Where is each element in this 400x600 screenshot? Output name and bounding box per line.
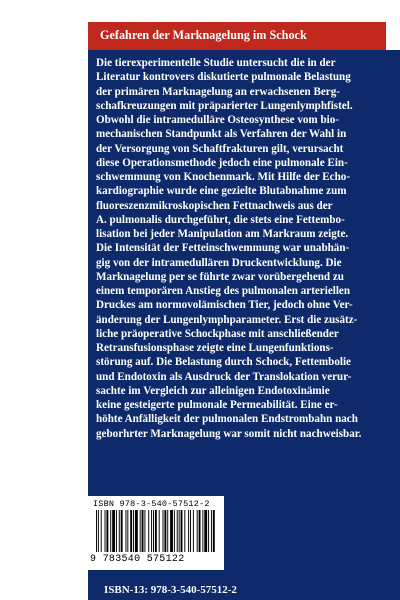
barcode-bars-graphic [94, 510, 218, 552]
abstract-line: Marknagelung per se führte zwar vorübergehend zu [96, 270, 344, 283]
abstract-line: und Endotoxin als Ausdruck der Translokation verur- [96, 370, 352, 383]
abstract-line: geborhrter Marknagelung war somit nicht nachweisbar. [96, 427, 362, 440]
title-banner [88, 22, 386, 50]
abstract-line: der Versorgung von Schaftfrakturen gilt, verursacht [96, 142, 344, 155]
abstract-line: keine gesteigerte pulmonale Permeabilität. Eine er- [96, 399, 338, 411]
isbn13-text: ISBN-13: 978-3-540-57512-2 [104, 584, 237, 596]
abstract-line: Die tierexperimentelle Studie untersucht die in der [96, 57, 336, 69]
abstract-text [96, 56, 388, 441]
abstract-line: Druckes am normovolämischen Tier, jedoch ohne Ver- [96, 299, 353, 312]
abstract-line: diese Operationsmethode jedoch eine pulmonale Ein- [96, 156, 348, 169]
abstract-line: Literatur kontrovers diskutierte pulmonale Belastung [96, 71, 351, 84]
abstract-line: höhte Anfälligkeit der pulmonalen Endstrombahn nach [96, 413, 358, 426]
abstract-line: mechanischen Standpunkt als Verfahren der Wahl in [96, 128, 347, 141]
abstract-line: fluoreszenzmikroskopischen Fettnachweis aus der [96, 199, 333, 212]
series-title: Gefahren der Marknagelung im Schock [100, 28, 307, 42]
abstract-line: gig von der intramedullären Druckentwicklung. Die [96, 256, 342, 269]
barcode-label [88, 496, 224, 570]
abstract-line: Die Intensität der Fetteinschwemmung war unabhän- [96, 242, 350, 255]
abstract-line: einem temporären Anstieg des pulmonalen arteriellen [96, 285, 350, 297]
abstract-line: kardiographie wurde eine gezielte Blutabnahme zum [96, 185, 347, 198]
abstract-line: Obwohl die intramedulläre Osteosynthese vom bio- [96, 114, 339, 126]
barcode-isbn-text: ISBN 978-3-540-57512-2 [93, 499, 210, 509]
abstract-line: störung auf. Die Belastung durch Schock, Fettembolie [96, 356, 351, 369]
abstract-line: Retransfusionsphase zeigte eine Lungenfunktions- [96, 342, 334, 354]
abstract-line: lisation bei jeder Manipulation am Markraum zeigte. [96, 228, 349, 240]
abstract-line: änderung der Lungenlymphparameter. Erst die zusätz- [96, 313, 358, 326]
ean-barcode [94, 510, 218, 552]
abstract-line: schafkreuzungen mit präparierter Lungenlymphfistel. [96, 99, 353, 112]
abstract-line: liche präoperative Schockphase mit anschließender [96, 327, 339, 340]
abstract-line: der primären Marknagelung an erwachsenen Berg- [96, 85, 340, 98]
barcode-digits: 9 783540 575122 [90, 554, 185, 565]
abstract-line: sachte im Vergleich zur alleinigen Endotoxinämie [96, 384, 330, 397]
blurb-panel [88, 50, 400, 600]
abstract-line: schwemmung von Knochenmark. Mit Hilfe der Echo- [96, 171, 351, 183]
abstract-line: A. pulmonalis durchgeführt, die stets eine Fettembo- [96, 213, 345, 226]
